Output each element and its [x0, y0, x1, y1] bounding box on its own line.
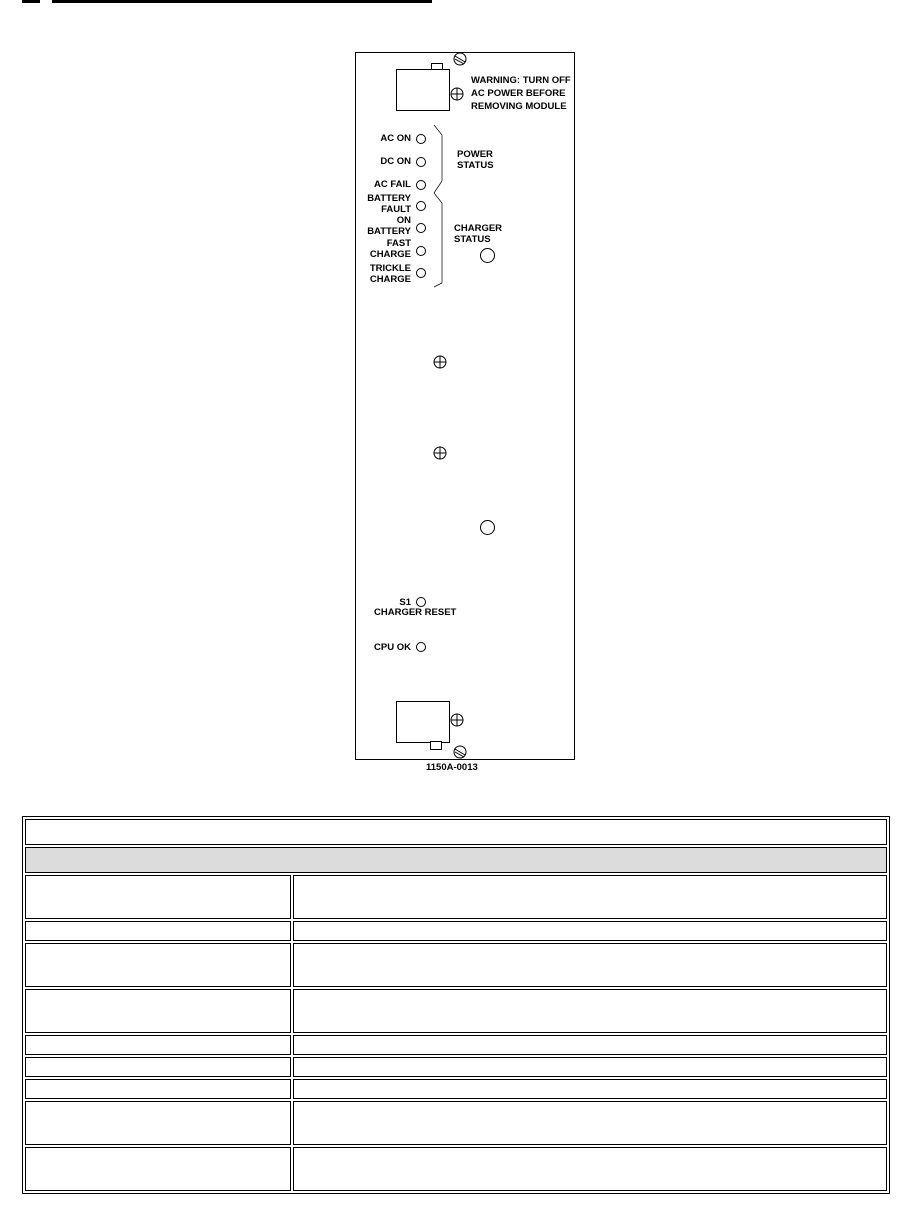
bottom-screw-icon [450, 713, 464, 727]
table-cell [25, 1079, 291, 1099]
table-cell [293, 989, 887, 1033]
table-cell [293, 921, 887, 941]
table-cell [293, 1079, 887, 1099]
header-rule [52, 0, 432, 3]
table-cell [25, 1101, 291, 1145]
warning-line-2: AC POWER BEFORE [471, 88, 566, 99]
table-cell [25, 1057, 291, 1077]
table-header-cell [25, 847, 887, 873]
fast-charge-label-2: CHARGE [369, 249, 411, 260]
table-cell [293, 875, 887, 919]
table-row [25, 1101, 887, 1145]
trickle-charge-label-2: CHARGE [369, 274, 411, 285]
on-battery-label-2: BATTERY [367, 226, 411, 237]
table-row [25, 875, 887, 919]
table-row [25, 1079, 887, 1099]
table-cell [293, 1035, 887, 1055]
battery-fault-label-1: BATTERY [367, 193, 411, 204]
trickle-charge-label-1: TRICKLE [369, 263, 411, 274]
s1-label: S1 [399, 597, 411, 608]
fast-charge-label-1: FAST [386, 238, 411, 249]
cpu-ok-led [416, 642, 426, 652]
table-row [25, 1147, 887, 1191]
power-status-label-1: POWER [457, 149, 493, 160]
charger-status-label-1: CHARGER [454, 223, 503, 234]
charger-reset-label: CHARGER RESET [374, 607, 457, 618]
warning-line-3: REMOVING MODULE [471, 101, 567, 112]
table-cell [25, 1147, 291, 1191]
table-cell [25, 875, 291, 919]
table-cell [25, 943, 291, 987]
warning-line-1: WARNING: TURN OFF [471, 75, 571, 86]
table-cell [293, 1057, 887, 1077]
module-front-panel [355, 52, 575, 760]
header-rule-left [22, 0, 40, 3]
table-row [25, 989, 887, 1033]
mid-screw-upper-icon [433, 355, 447, 369]
lower-round-indicator [480, 520, 495, 535]
figure-id: 1150A-0013 [426, 762, 478, 773]
table-cell [293, 943, 887, 987]
table-cell [293, 1147, 887, 1191]
indicator-table [22, 816, 890, 1194]
ac-fail-label: AC FAIL [374, 179, 411, 190]
dc-on-label: DC ON [380, 156, 411, 167]
bottom-thumbscrew-icon [452, 744, 468, 760]
table-title-cell [25, 819, 887, 845]
table-row [25, 1035, 887, 1055]
s1-reset-switch [416, 597, 426, 607]
battery-fault-label-2: FAULT [381, 204, 411, 215]
bottom-latch-tab [430, 741, 442, 750]
power-status-label-2: STATUS [457, 160, 494, 171]
table-cell [25, 989, 291, 1033]
bottom-latch-block [396, 701, 450, 743]
table-cell [25, 921, 291, 941]
charger-status-label-2: STATUS [454, 234, 491, 245]
table-row [25, 1057, 887, 1077]
ac-on-label: AC ON [380, 133, 411, 144]
charger-status-indicator [480, 248, 495, 263]
table-row [25, 943, 887, 987]
mid-screw-lower-icon [433, 446, 447, 460]
table-cell [293, 1101, 887, 1145]
table-row [25, 921, 887, 941]
table-cell [25, 1035, 291, 1055]
on-battery-label-1: ON [396, 215, 411, 226]
cpu-ok-label: CPU OK [374, 642, 411, 653]
